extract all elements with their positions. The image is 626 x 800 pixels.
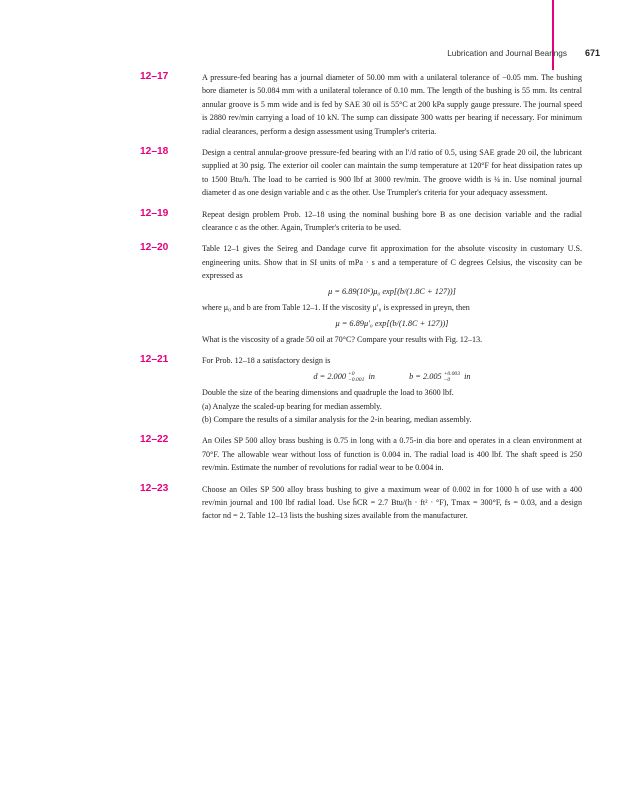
- problem-text: Table 12–1 gives the Seireg and Dandage curve fit approximation for the absolute viscosity in customary U.S. engineering units. Show that in SI units of mPa · s and a temperature of C degrees Celsius, the viscosity can be expressed as: [202, 244, 582, 281]
- problem-text: Repeat design problem Prob. 12–18 using the nominal bushing bore B as one decision variable and the radial clearance c as the other. Again, Trumpler's criteria to be used.: [202, 209, 582, 233]
- page-number: 671: [584, 48, 600, 58]
- equation-viscosity-si: μ = 6.89(10⁶)μ₀ exp[(b/(1.8C + 127))]: [328, 286, 456, 296]
- problem-number: 12–20: [140, 242, 169, 254]
- problem-12-21: [0, 354, 626, 426]
- problem-text: where μ₀ and b are from Table 12–1. If the viscosity μ′₀ is expressed in μreyn, then: [202, 303, 470, 313]
- problem-number: 12–17: [140, 71, 169, 82]
- tolerance-b: [444, 371, 460, 383]
- problem-12-19: [0, 208, 626, 235]
- eq-d-unit: in: [368, 371, 375, 381]
- problem-list: [0, 71, 626, 531]
- margin-rule: [552, 0, 554, 70]
- problem-text: For Prob. 12–18 a satisfactory design is: [202, 356, 331, 366]
- problem-number: 12–22: [140, 434, 169, 446]
- eq-d-lhs: d = 2.000: [313, 371, 346, 381]
- running-head: Lubrication and Journal Bearings: [447, 49, 567, 58]
- problem-12-17: [0, 71, 626, 138]
- problem-12-23: [0, 483, 626, 523]
- tolerance-lower: −0.001: [348, 376, 365, 383]
- page-header: [200, 48, 600, 58]
- problem-text: Choose an Oiles SP 500 alloy brass bushing to give a maximum wear of 0.002 in for 1000 h of use with a 400 rev/min journal and 100 lbf radial load. Use h̄CR = 2.7 Btu/(h · ft² · °F), Tmax = 300°F, fs = 0.03, and a design factor nd = 2. Table 12–13 lists the bushing sizes available from the manufacturer.: [202, 484, 582, 521]
- tolerance-lower: −0: [443, 376, 451, 383]
- problem-12-22: [0, 434, 626, 474]
- problem-12-18: [0, 146, 626, 200]
- problem-text: A pressure-fed bearing has a journal diameter of 50.00 mm with a unilateral tolerance of −0.05 mm. The bushing bore diameter is 50.084 mm with a unilateral tolerance of 0.10 mm. The length of the bushing is 55 mm. Its central annular groove is 5 mm wide and is fed by SAE 30 oil is 55°C at 200 kPa supply gauge pressure. The journal speed is 2880 rev/min carrying a load of 10 kN. The sump can dissipate 300 watts per bearing if necessary. For minimum radial clearances, perform a design assessment using Trumpler's criteria.: [202, 73, 582, 136]
- eq-b-lhs: b = 2.005: [409, 371, 442, 381]
- problem-number: 12–18: [140, 146, 169, 158]
- problem-text: Double the size of the bearing dimensions and quadruple the load to 3600 lbf.: [202, 388, 454, 398]
- tolerance-upper: +0.003: [443, 370, 461, 377]
- eq-b-unit: in: [464, 371, 471, 381]
- problem-number: 12–23: [140, 482, 169, 494]
- tolerance-d: [348, 371, 364, 383]
- problem-text: An Oiles SP 500 alloy brass bushing is 0.75 in long with a 0.75-in dia bore and operates in a clean environment at 70°F. The allowable wear without loss of function is 0.004 in. The radial load is 400 lbf. The shaft speed is 250 rev/min. Estimate the number of revolutions for radial wear to be 0.004 in.: [202, 436, 582, 473]
- problem-text: What is the viscosity of a grade 50 oil at 70°C? Compare your results with Fig. 12–13.: [202, 334, 483, 344]
- problem-text: Design a central annular-groove pressure-fed bearing with an l′/d ratio of 0.5, using SAE grade 20 oil, the lubricant supplied at 30 psig. The exterior oil cooler can maintain the sump temperature at 120°F for heat dissipation rates up to 1500 Btu/h. The load to be carried is 900 lbf at 3000 rev/min. The groove width is ¼ in. Use nominal journal diameter d as one design variable and c as the other. Use Trumpler's criteria for your adequacy assessment.: [202, 148, 582, 198]
- problem-number: 12–21: [140, 354, 169, 366]
- equation-design-dimensions: [202, 370, 582, 383]
- equation-viscosity-reyn: μ = 6.89μ′₀ exp[(b/(1.8C + 127))]: [335, 318, 449, 328]
- problem-part-b: (b) Compare the results of a similar analysis for the 2-in bearing, median assembly.: [202, 414, 472, 424]
- tolerance-upper: +0: [348, 370, 355, 377]
- problem-number: 12–19: [140, 207, 169, 219]
- problem-part-a: (a) Analyze the scaled-up bearing for median assembly.: [202, 401, 382, 411]
- problem-12-20: [0, 242, 626, 346]
